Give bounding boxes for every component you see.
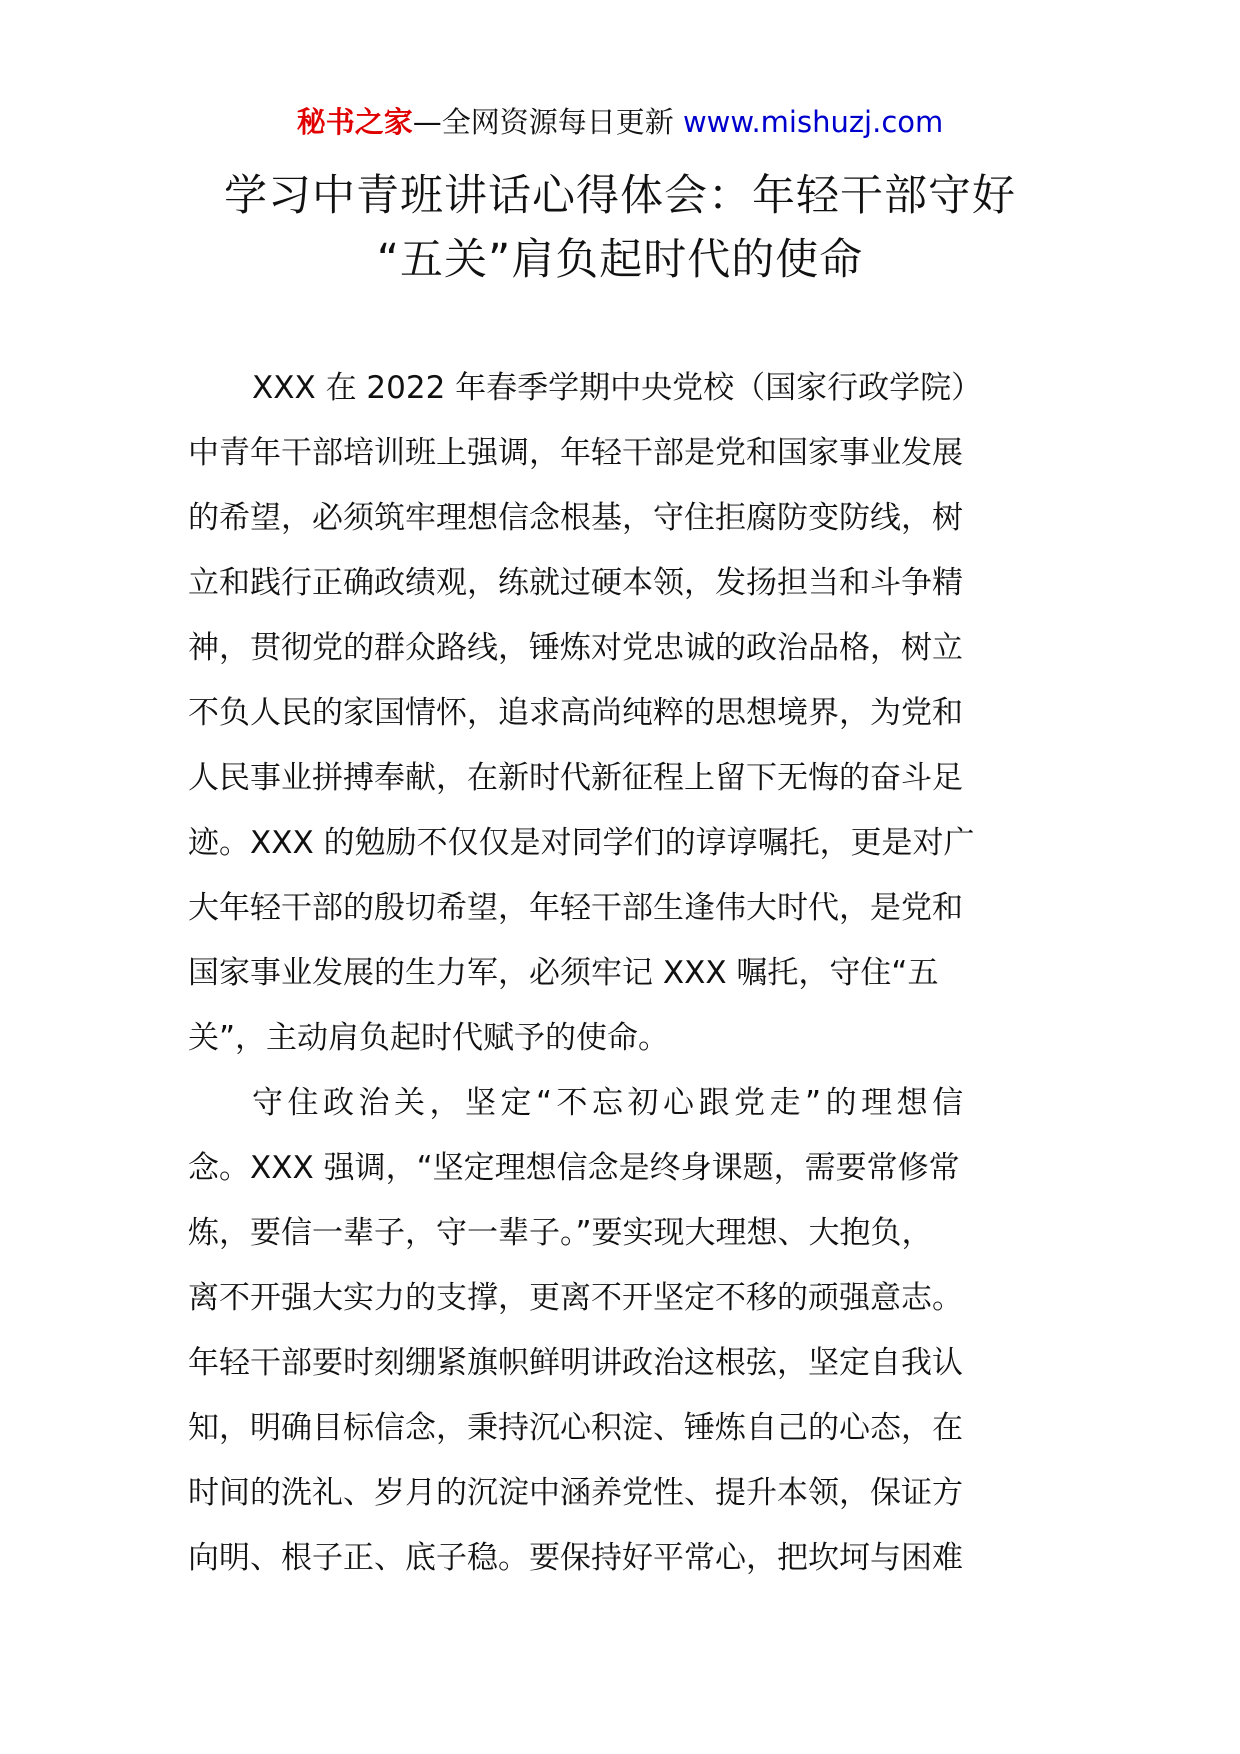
text-line: 大年轻干部的殷切希望，年轻干部生逢伟大时代，是党和	[188, 890, 963, 926]
text-line: 念。XXX 强调，“坚定理想信念是终身课题，需要常修常	[188, 1150, 960, 1186]
paragraph-2	[188, 1071, 1052, 1591]
text-line: 年轻干部要时刻绷紧旗帜鲜明讲政治这根弦，坚定自我认	[188, 1345, 963, 1381]
text-line: 炼，要信一辈子，守一辈子。”要实现大理想、大抱负，	[188, 1215, 933, 1251]
site-header	[0, 100, 1240, 144]
document-title	[160, 164, 1080, 292]
text-line: 知，明确目标信念，秉持沉心积淀、锤炼自己的心态，在	[188, 1410, 963, 1446]
text-line: 的希望，必须筑牢理想信念根基，守住拒腐防变防线，树	[188, 500, 963, 536]
text-line: 时间的洗礼、岁月的沉淀中涵养党性、提升本领，保证方	[188, 1475, 963, 1511]
text-line: 关”，主动肩负起时代赋予的使命。	[188, 1020, 670, 1056]
title-line-2: “五关”肩负起时代的使命	[376, 235, 864, 285]
site-url-link[interactable]: www.mishuzj.com	[682, 105, 944, 139]
text-line: 国家事业发展的生力军，必须牢记 XXX 嘱托，守住“五	[188, 955, 939, 991]
text-line: 立和践行正确政绩观，练就过硬本领，发扬担当和斗争精	[188, 565, 963, 601]
title-line-1: 学习中青班讲话心得体会：年轻干部守好	[224, 171, 1016, 221]
text-line: 迹。XXX 的勉励不仅仅是对同学们的谆谆嘱托，更是对广	[188, 825, 975, 861]
text-line: 神，贯彻党的群众路线，锤炼对党忠诚的政治品格，树立	[188, 630, 963, 666]
text-line: 守住政治关，坚定“不忘初心跟党走”的理想信	[252, 1085, 968, 1121]
text-line: 人民事业拼搏奉献，在新时代新征程上留下无悔的奋斗足	[188, 760, 963, 796]
paragraph-1	[188, 356, 1052, 1071]
text-line: 中青年干部培训班上强调，年轻干部是党和国家事业发展	[188, 435, 963, 471]
document-body	[188, 356, 1052, 1591]
site-brand: 秘书之家	[296, 105, 413, 139]
text-line: XXX 在 2022 年春季学期中央党校（国家行政学院）	[252, 370, 983, 406]
text-line: 向明、根子正、底子稳。要保持好平常心，把坎坷与困难	[188, 1540, 963, 1576]
text-line: 离不开强大实力的支撑，更离不开坚定不移的顽强意志。	[188, 1280, 963, 1316]
text-line: 不负人民的家国情怀，追求高尚纯粹的思想境界，为党和	[188, 695, 963, 731]
site-tagline: —全网资源每日更新	[412, 105, 674, 139]
